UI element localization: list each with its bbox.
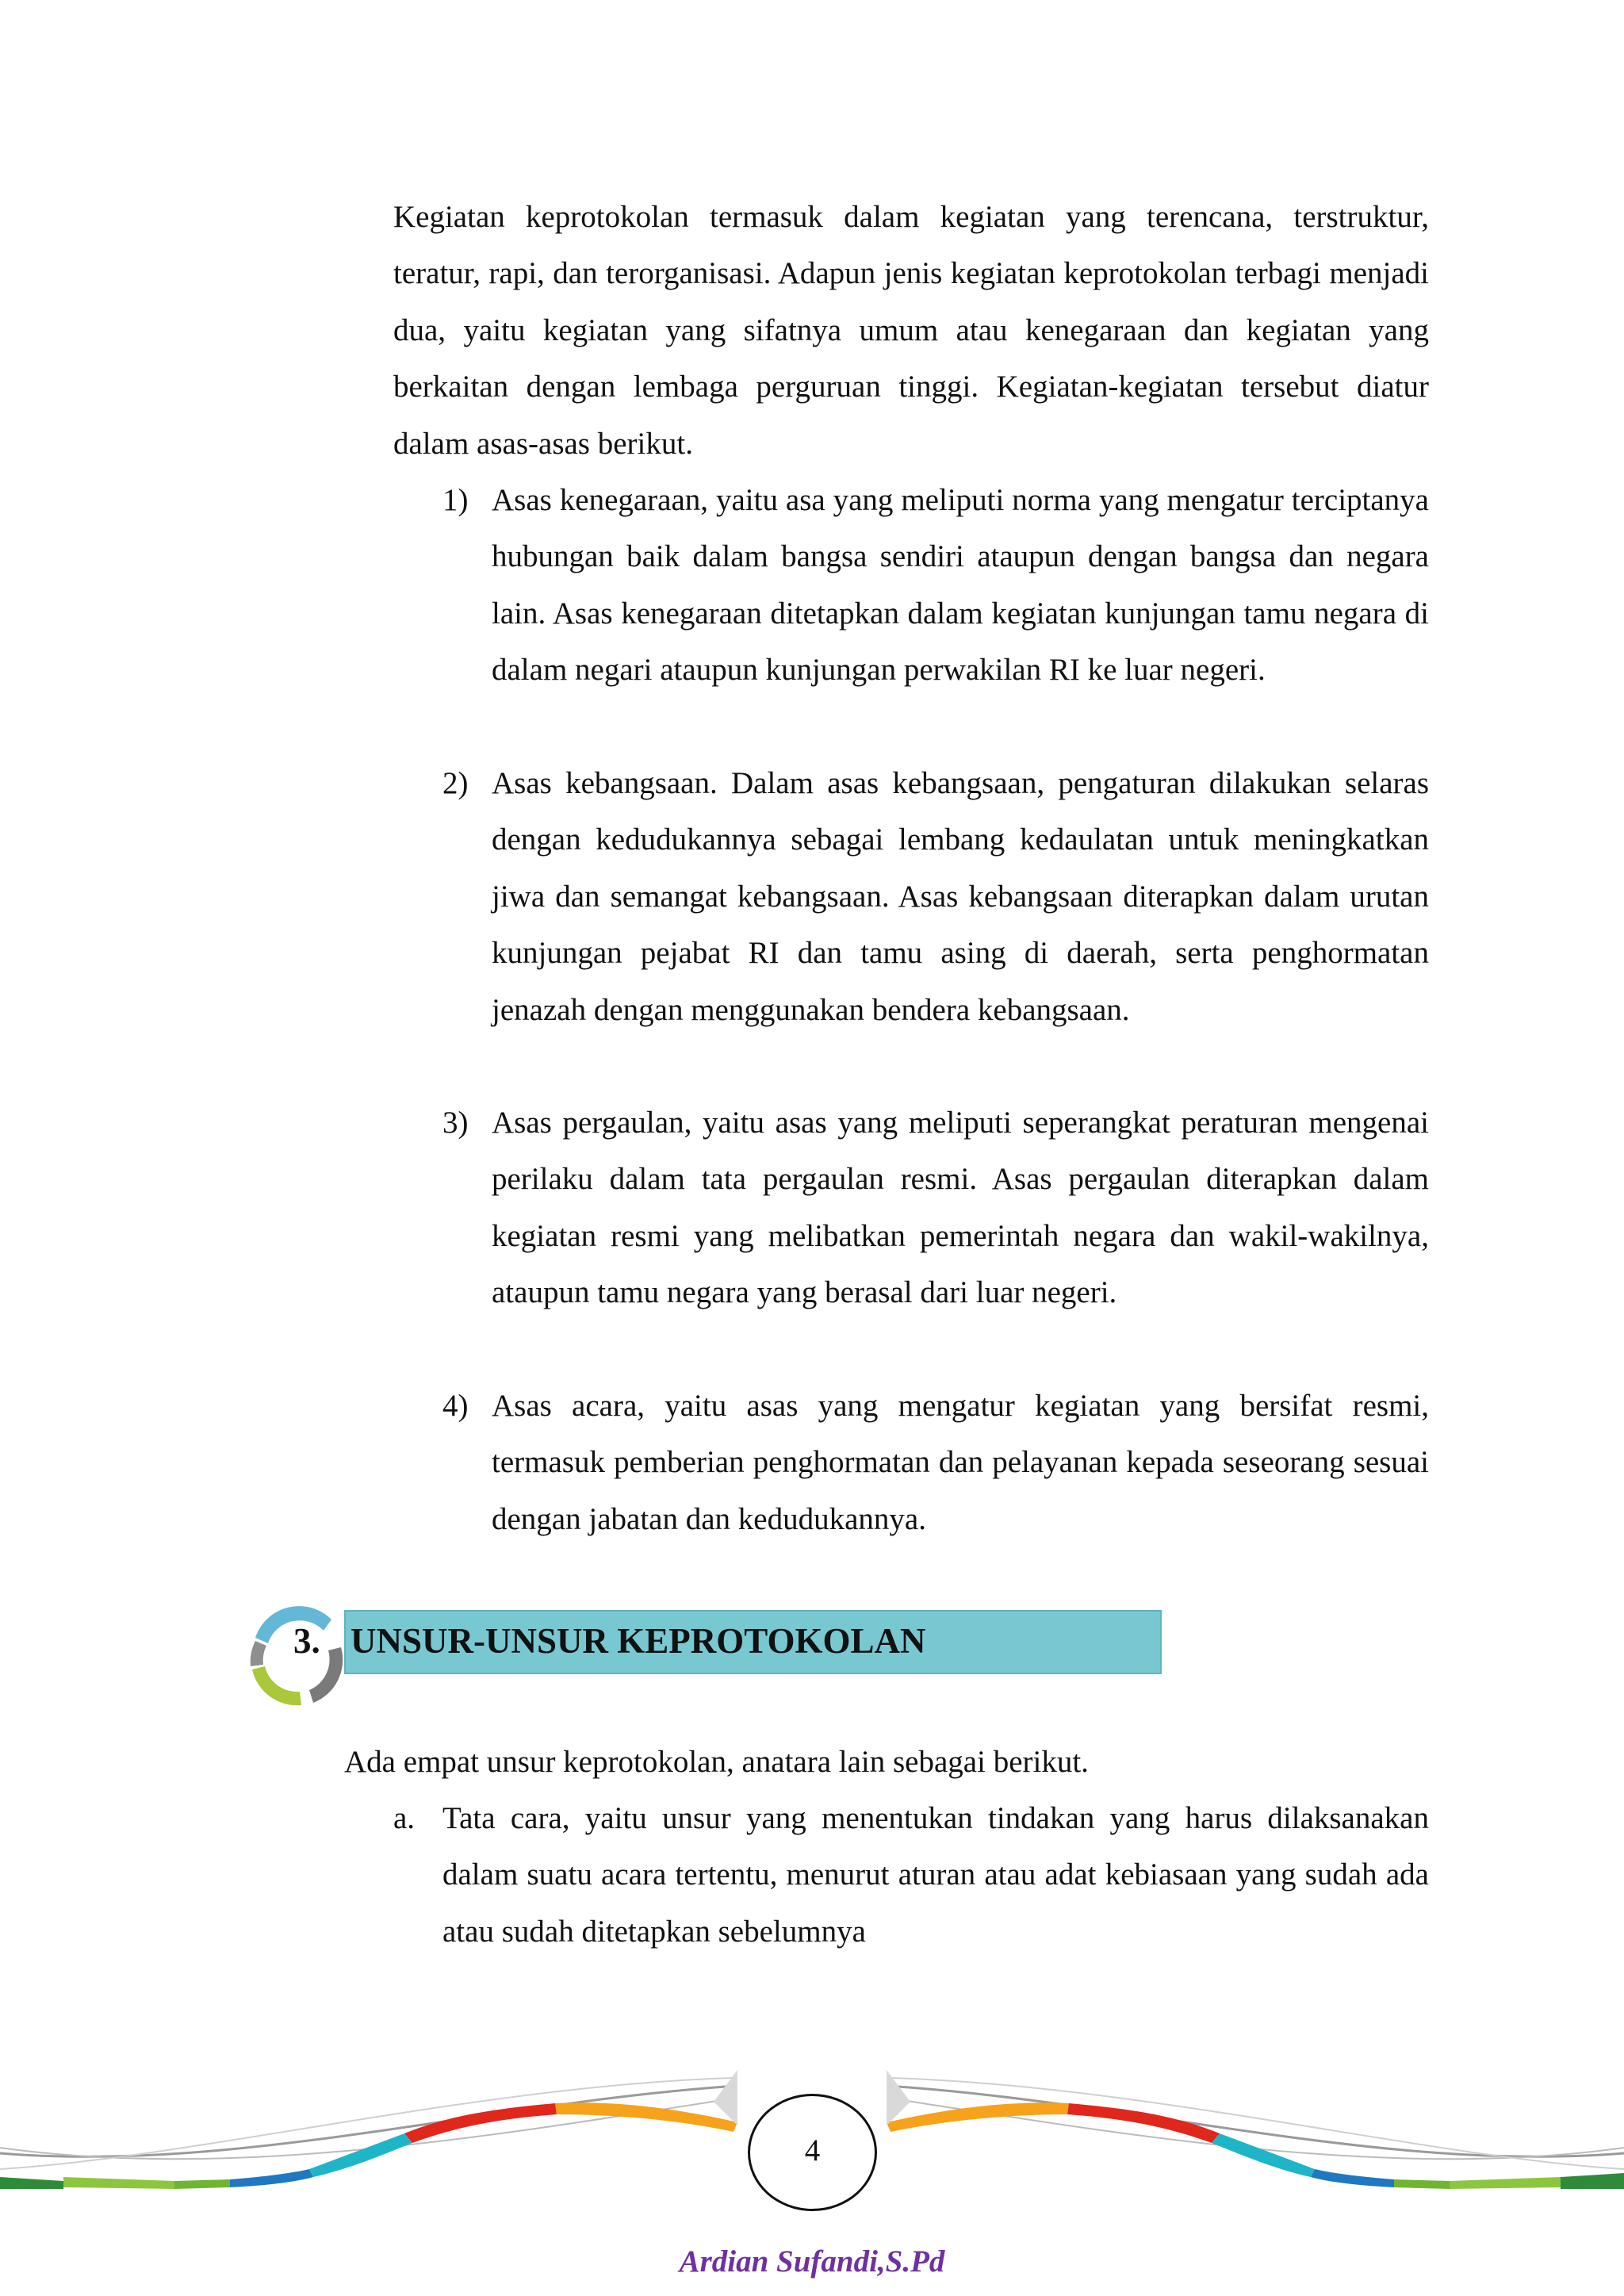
list-text: Asas kebangsaan. Dalam asas kebangsaan, pengaturan dilakukan selaras dengan kedudukannya sebagai lembang kedaulatan untuk meningkatkan jiwa dan semangat kebangsaan. Asas kebangsaan diterapkan dalam urutan kunjungan pejabat RI dan tamu asing di daerah, serta penghormatan jenazah dengan menggunakan bendera kebangsaan. [492,766,1429,1027]
page-number-badge [748,2094,877,2211]
section-title: UNSUR-UNSUR KEPROTOKOLAN [350,1621,926,1661]
section-number: 3. [293,1621,320,1661]
list-text: Asas acara, yaitu asas yang mengatur kegiatan yang bersifat resmi, termasuk pemberian penghormatan dan pelayanan kepada seseorang sesuai dengan jabatan dan kedudukannya. [492,1389,1429,1536]
intro-paragraph: Kegiatan keprotokolan termasuk dalam kegiatan yang terencana, terstruktur, teratur, rapi, dan terorganisasi. Adapun jenis kegiatan keprotokolan terbagi menjadi dua, yaitu kegiatan yang sifatnya umum atau kenegaraan dan kegiatan yang berkaitan dengan lembaga perguruan tinggi. Kegiatan-kegiatan tersebut diatur dalam asas-asas berikut. [393,200,1429,461]
list-number: 4) [442,1389,469,1423]
list-number: 2) [442,766,469,800]
list-text: Asas kenegaraan, yaitu asa yang meliputi norma yang mengatur terciptanya hubungan baik dalam bangsa sendiri ataupun dengan bangsa dan negara lain. Asas kenegaraan ditetapkan dalam kegiatan kunjungan tamu negara di dalam negari ataupun kunjungan perwakilan RI ke luar negeri. [492,483,1429,688]
asas-list-item-2 [442,755,1429,1096]
author-credit: Ardian Sufandi,S.Pd [679,2244,945,2279]
list-number: 3) [442,1106,469,1140]
unsur-list-item-a [393,1790,1429,1964]
section-heading [238,1600,1586,1719]
list-text: Tata cara, yaitu unsur yang menentukan tindakan yang harus dilaksanakan dalam suatu acara tertentu, menurut aturan atau adat kebiasaan yang sudah ada atau sudah ditetapkan sebelumnya [442,1801,1429,1949]
list-letter: a. [393,1801,416,1835]
section-intro: Ada empat unsur keprotokolan, anatara lain sebagai berikut. [344,1745,1089,1779]
page-number: 4 [804,2133,821,2168]
list-number: 1) [442,483,469,517]
list-text: Asas pergaulan, yaitu asas yang meliputi seperangkat peraturan mengenai perilaku dalam tata pergaulan resmi. Asas pergaulan diterapkan dalam kegiatan resmi yang melibatkan pemerintah negara dan wakil-wakilnya, ataupun tamu negara yang berasal dari luar negeri. [492,1106,1429,1310]
asas-list-item-1 [442,472,1429,757]
asas-list-item-3 [442,1094,1429,1380]
asas-list-item-4 [442,1378,1429,1552]
